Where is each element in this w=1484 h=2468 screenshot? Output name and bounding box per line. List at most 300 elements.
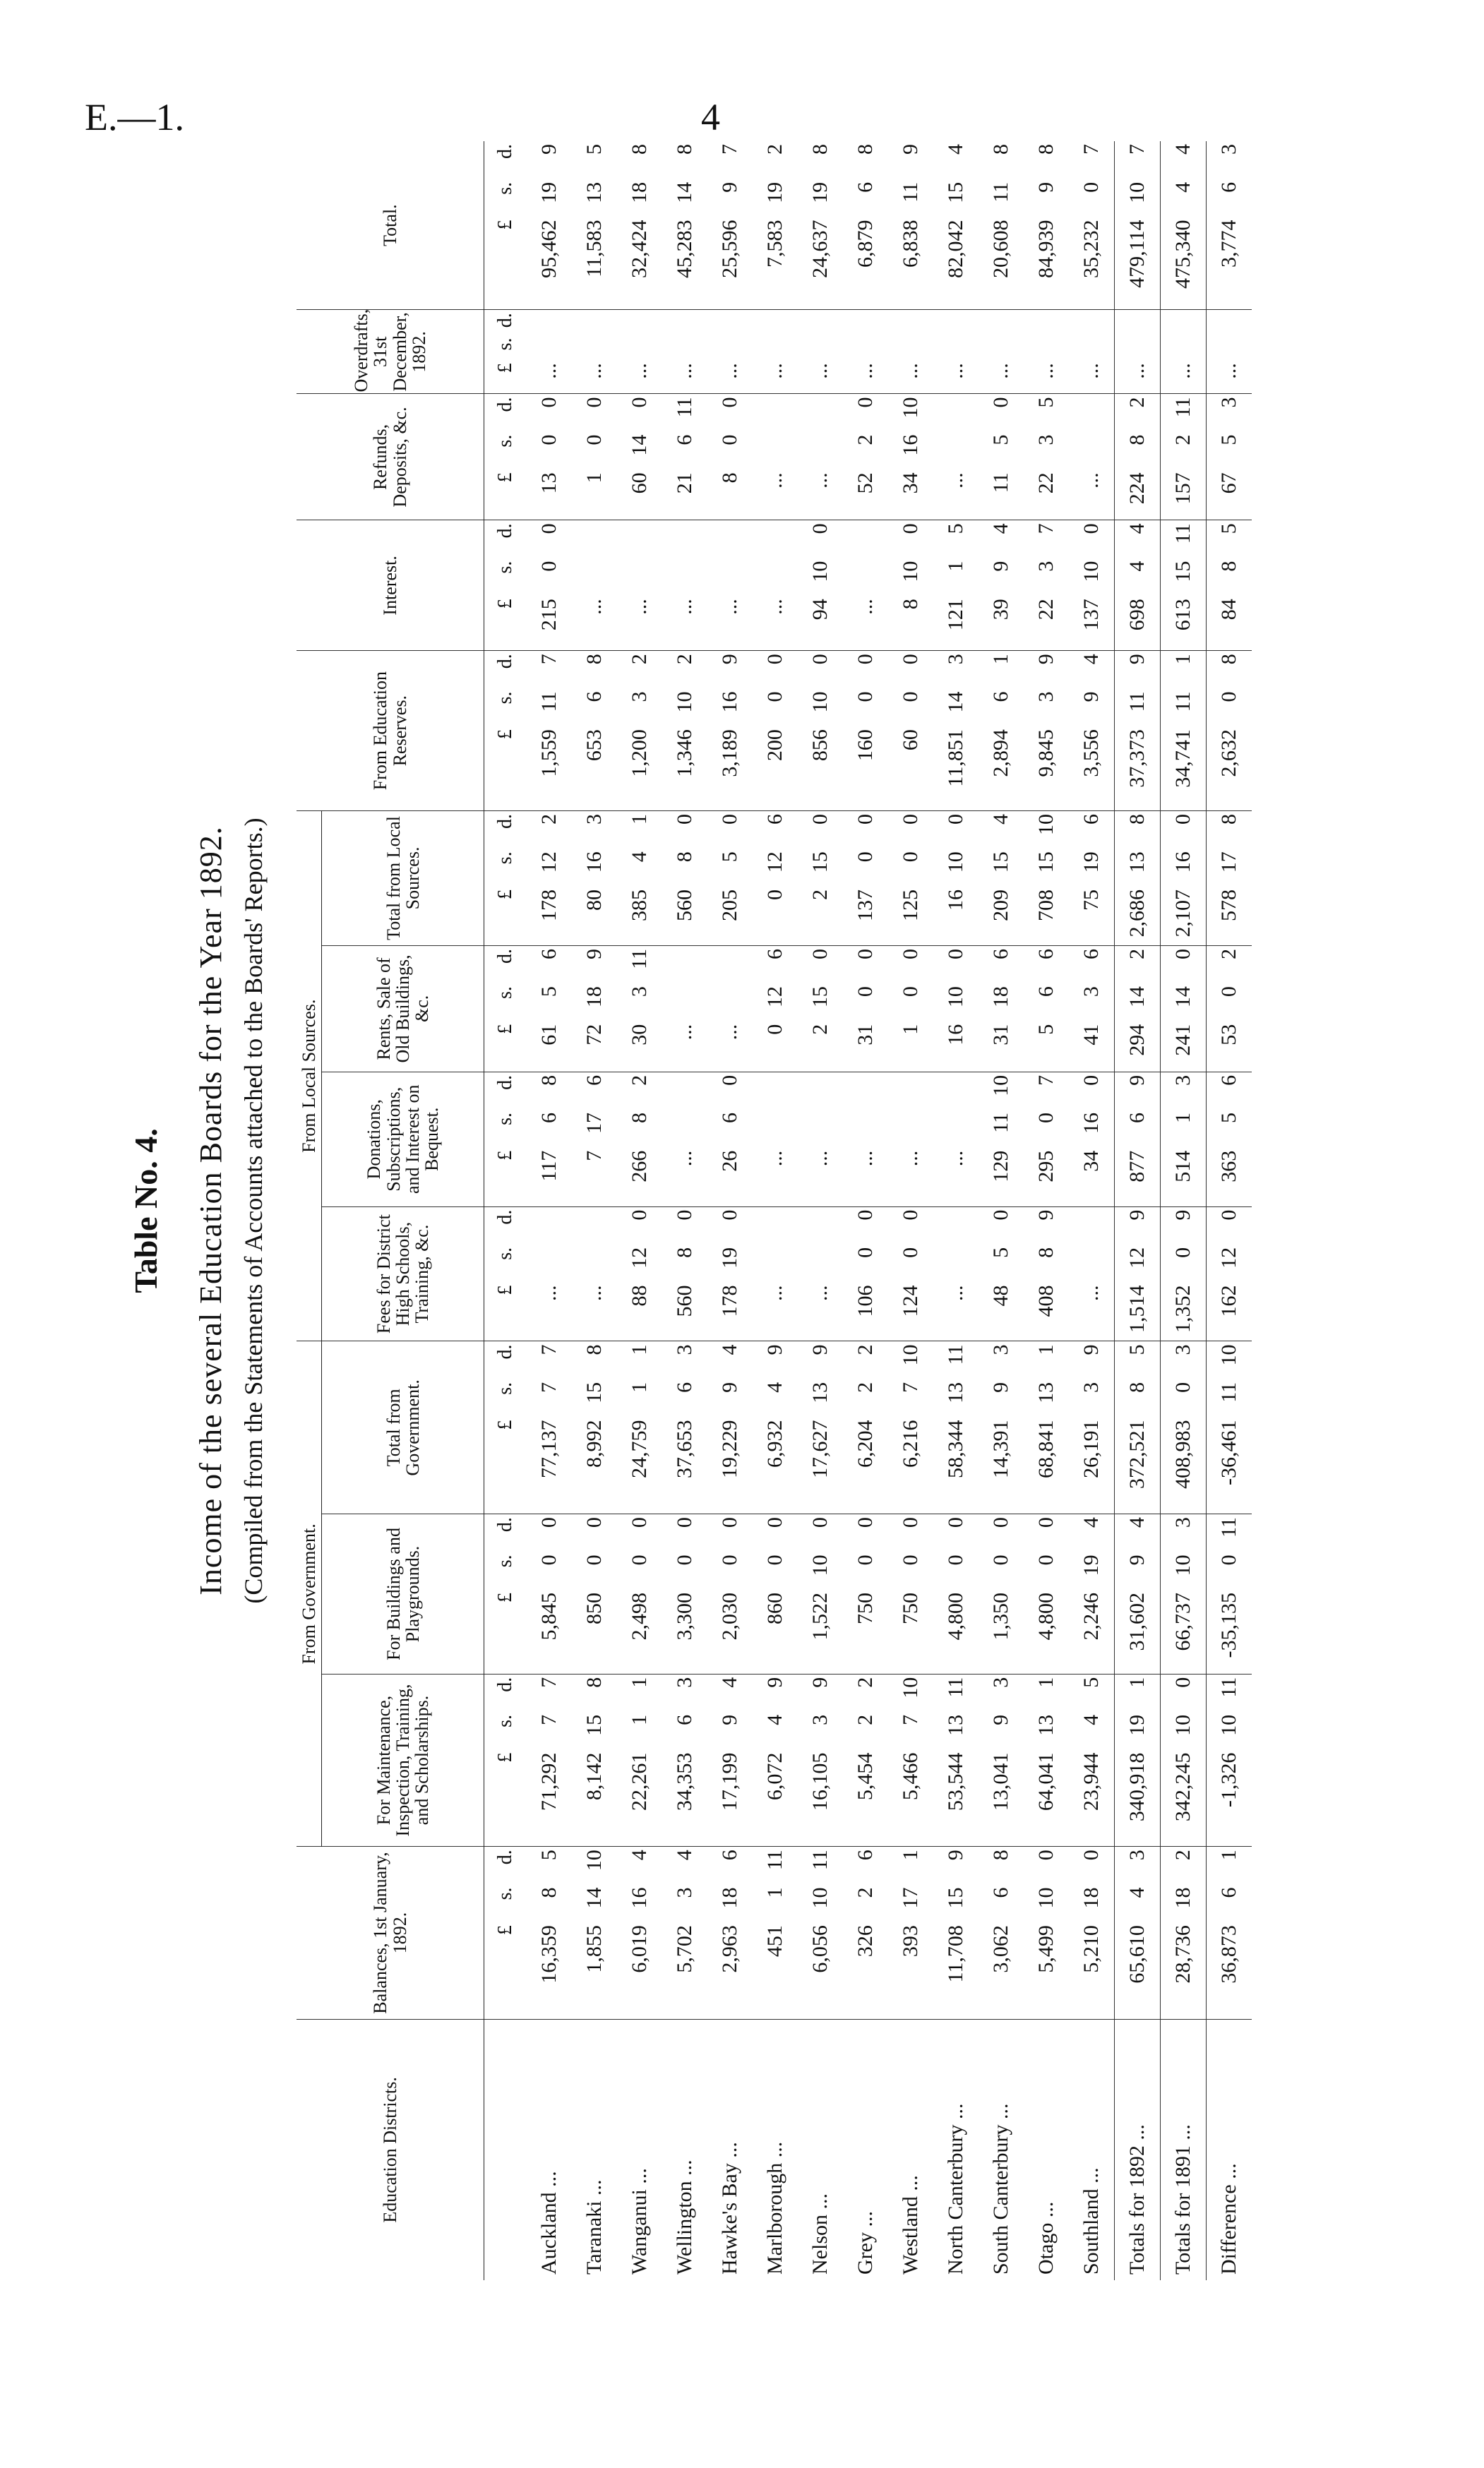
table-cell: 0 [899,1555,923,1566]
table-cell: 0 [1161,945,1207,983]
table-cell [1207,335,1252,360]
table-cell: 0 [763,691,787,702]
table-cell [753,335,798,360]
table-cell: 0 [1079,1850,1103,1861]
table-cell: 106 [843,1283,888,1341]
table-cell: 11 [1161,689,1207,727]
table-cell: 19 [1079,851,1103,873]
table-cell: 4 [1079,654,1103,665]
unit-label: £ [484,726,527,810]
table-cell [662,945,707,983]
table-cell: 0 [899,691,923,702]
table-cell: 64,041 [1024,1750,1069,1847]
table-row [1161,141,1207,2280]
table-cell: 0 [673,1555,697,1566]
table-cell: 7 [537,1382,561,1393]
table-cell: 5 [1207,432,1252,470]
table-cell: 37,373 [1115,726,1161,810]
table-cell [662,558,707,597]
unit-label: £ [484,1148,527,1206]
unit-label: s. [494,434,517,448]
table-cell: 82,042 [933,217,979,310]
table-cell: 72 [572,1022,617,1072]
table-cell: 0 [537,397,561,408]
table-cell: 11 [673,397,697,418]
table-cell: 1 [1161,651,1207,689]
table-cell: 1,352 [1161,1283,1207,1341]
table-cell: 4 [718,1344,742,1355]
table-cell: 0 [1207,689,1252,727]
table-cell: 4 [989,523,1013,534]
table-cell: 16 [899,434,923,456]
table-cell: 1 [1034,1677,1058,1688]
table-cell: 0 [718,434,742,445]
table-cell: 0 [1161,1379,1207,1418]
table-cell: 6,879 [843,217,888,310]
table-cell [843,310,888,335]
header-buildings: For Buildings and Playgrounds. [322,1514,484,1675]
table-cell: 0 [989,1555,1013,1566]
table-cell [527,335,572,360]
table-cell: 8 [888,596,933,651]
table-cell [753,432,798,470]
table-cell: 26,191 [1069,1417,1115,1514]
table-cell: 13 [1115,849,1161,887]
table-cell: 2 [854,1887,878,1898]
table-cell: 0 [899,1209,923,1221]
table-cell: 9 [1034,181,1058,193]
table-cell: 0 [1161,810,1207,849]
table-cell: 11 [899,181,923,203]
table-row [707,141,753,2280]
table-cell: 31 [979,1022,1024,1072]
table-cell: 9 [718,181,742,193]
table-cell: 1 [888,1022,933,1072]
table-cell: ... [662,596,707,651]
table-cell: 60 [617,469,662,520]
table-cell: 6 [763,813,787,825]
table-cell: 16,359 [527,1922,572,2019]
table-cell: 5 [989,434,1013,445]
table-cell: 17 [582,1113,606,1134]
table-cell: 84 [1207,596,1252,651]
table-cell [933,1206,979,1245]
table-cell: 80 [572,887,617,945]
table-title-block [127,141,268,2280]
table-cell: 7 [537,1677,561,1688]
unit-label: s. [494,1382,517,1395]
unit-label: £ [484,1283,527,1341]
table-cell: 560 [662,887,707,945]
district-name: South Canterbury ... [989,2103,1013,2275]
table-cell [843,1072,888,1110]
table-cell: ... [707,1022,753,1072]
table-cell: 25,596 [707,217,753,310]
table-cell: 4 [1115,1514,1161,1552]
table-cell: 4 [1079,1714,1103,1725]
table-cell: 11 [1207,1514,1252,1552]
table-cell: 8 [582,1677,606,1688]
table-cell [1024,335,1069,360]
table-cell: 2 [537,813,561,825]
table-cell [1069,432,1115,470]
table-cell: 224 [1115,469,1161,520]
table-cell: 7 [1034,1074,1058,1086]
table-cell: 6 [989,1887,1013,1898]
table-cell: 0 [899,948,923,959]
table-cell: 0 [854,654,878,665]
table-cell: 8 [628,1113,652,1124]
income-table [297,141,1252,2280]
table-cell: 6 [1034,948,1058,959]
table-cell: 9 [763,1344,787,1355]
table-cell [798,1072,843,1110]
table-cell: 34 [888,469,933,520]
table-cell: ... [707,596,753,651]
table-cell: 0 [1161,1674,1207,1712]
header-total-local: Total from Local Sources. [322,810,484,945]
table-cell: 11 [979,469,1024,520]
unit-label: s. [494,851,517,865]
unit-label: £ [484,469,527,520]
table-cell: 6 [1034,986,1058,998]
table-cell: 0 [854,691,878,702]
table-cell [933,432,979,470]
table-cell: 19 [808,181,832,203]
table-cell: 560 [662,1283,707,1341]
table-cell: 10 [808,691,832,713]
table-cell: 124 [888,1283,933,1341]
table-row [617,141,662,2280]
page-number: 4 [701,96,720,138]
table-cell: ... [1024,360,1069,394]
table-cell: 117 [527,1148,572,1206]
header-total: Total. [297,141,484,310]
table-cell: 4 [1115,1884,1161,1922]
table-cell: ... [572,360,617,394]
table-cell: 31 [843,1022,888,1072]
table-cell: 5 [989,1247,1013,1258]
table-cell: 4,800 [1024,1590,1069,1674]
table-cell [753,1206,798,1245]
table-cell: 10 [1161,1712,1207,1750]
table-cell: ... [1161,360,1207,394]
table-cell: 850 [572,1590,617,1674]
table-cell: 0 [673,1517,697,1528]
table-cell: 15 [944,181,968,203]
table-cell: 1 [763,1887,787,1898]
table-cell: 5 [944,523,968,534]
table-cell [979,335,1024,360]
table-cell [1161,310,1207,335]
table-cell [572,310,617,335]
table-cell: ... [933,469,979,520]
table-cell: 11 [628,948,652,969]
table-cell: 205 [707,887,753,945]
table-cell: 613 [1161,596,1207,651]
table-cell: 11 [808,1850,832,1871]
table-cell: 121 [933,596,979,651]
table-cell: 162 [1207,1283,1252,1341]
table-cell: 18 [1079,1887,1103,1909]
table-cell: 37,653 [662,1417,707,1514]
table-cell: 2,963 [707,1922,753,2019]
table-cell: 3,774 [1207,217,1252,310]
table-cell: 9 [1034,654,1058,665]
table-cell: ... [933,360,979,394]
table-cell: 1 [899,1850,923,1861]
table-cell [527,310,572,335]
table-cell: 8 [1115,810,1161,849]
table-cell: 1 [989,654,1013,665]
table-cell: 12 [1115,1245,1161,1283]
table-cell: 7 [1115,141,1161,179]
unit-label: d. [494,1850,517,1865]
table-row [798,141,843,2280]
table-cell [527,1206,572,1245]
table-cell: 1 [628,1677,652,1688]
table-cell: 0 [808,1517,832,1528]
table-cell [798,1245,843,1283]
table-cell: 8 [537,1074,561,1086]
table-cell: 9 [718,654,742,665]
table-cell: ... [843,360,888,394]
table-cell [572,1245,617,1283]
table-cell: 10 [808,1887,832,1909]
table-cell: 9 [989,1382,1013,1393]
table-cell: 24,759 [617,1417,662,1514]
district-name: Wanganui ... [628,2168,652,2275]
table-cell: 77,137 [527,1417,572,1514]
table-cell: 13,041 [979,1750,1024,1847]
district-name: Taranaki ... [582,2179,606,2275]
table-cell [1115,310,1161,335]
table-cell: 22,261 [617,1750,662,1847]
table-cell: 6,019 [617,1922,662,2019]
table-cell: ... [798,1148,843,1206]
table-cell: 1,350 [979,1590,1024,1674]
district-name: Westland ... [899,2175,923,2275]
table-cell: 30 [617,1022,662,1072]
table-cell [798,394,843,432]
table-cell: 0 [808,654,832,665]
table-cell: 13 [582,181,606,203]
table-cell [1207,310,1252,335]
table-cell: 9 [1079,691,1103,702]
district-name: Southland ... [1079,2167,1103,2275]
table-cell [888,310,933,335]
table-cell: 1,559 [527,726,572,810]
table-cell: 45,283 [662,217,707,310]
table-cell: 5 [537,986,561,998]
district-name: Totals for 1891 ... [1161,2019,1207,2280]
table-cell: 9 [537,144,561,155]
table-cell: ... [753,596,798,651]
table-cell: ... [662,1148,707,1206]
table-cell: 9 [808,1677,832,1688]
unit-label: £ [484,596,527,651]
table-cell: 15 [944,1887,968,1909]
table-cell [662,983,707,1022]
table-cell: 294 [1115,1022,1161,1072]
table-cell: 6 [537,1113,561,1124]
table-cell [572,558,617,597]
table-cell: 0 [1161,1245,1207,1283]
table-cell [707,983,753,1022]
table-cell: 3 [989,1677,1013,1688]
table-cell: 2,107 [1161,887,1207,945]
table-cell [843,335,888,360]
table-cell: 0 [628,1555,652,1566]
table-cell: 2,632 [1207,726,1252,810]
unit-label: d. [494,813,517,829]
table-cell: 2 [628,654,652,665]
table-cell: 4 [1115,558,1161,597]
table-cell: ... [617,596,662,651]
table-cell: 0 [944,813,968,825]
table-cell: 88 [617,1283,662,1341]
unit-label: £ [484,1417,527,1514]
table-cell: 8 [673,1247,697,1258]
table-cell: 0 [1207,1206,1252,1245]
table-cell: 0 [854,1209,878,1221]
table-cell: 14 [673,181,697,203]
table-cell: 0 [899,1517,923,1528]
table-cell: 295 [1024,1148,1069,1206]
table-cell: 0 [753,1022,798,1072]
table-cell: 53 [1207,1022,1252,1072]
table-cell: 125 [888,887,933,945]
page-reference: E.—1. [85,96,184,138]
table-row [843,141,888,2280]
table-cell: 157 [1161,469,1207,520]
table-cell: 16 [933,1022,979,1072]
table-cell: 8 [673,144,697,155]
table-cell: 14 [582,1887,606,1909]
table-cell: 19 [1079,1555,1103,1576]
table-cell: 137 [843,887,888,945]
table-cell: 19 [718,1247,742,1269]
table-cell: 0 [854,948,878,959]
unit-label: £ [484,360,527,394]
table-cell: 11 [537,691,561,712]
table-cell: 2 [1207,945,1252,983]
table-cell: 12 [628,1247,652,1269]
table-cell: 0 [1079,181,1103,193]
table-cell: 6,216 [888,1417,933,1514]
table-cell: 6 [989,691,1013,702]
unit-label: £ [484,1590,527,1674]
district-name: Nelson ... [808,2193,832,2275]
table-cell: 84,939 [1024,217,1069,310]
table-cell: 3,556 [1069,726,1115,810]
table-cell: 408,983 [1161,1417,1207,1514]
district-name: Auckland ... [537,2171,561,2275]
unit-label: d. [494,313,517,328]
table-cell: 7 [1034,523,1058,534]
table-cell: 71,292 [527,1750,572,1847]
table-cell: 0 [1034,1113,1058,1124]
table-cell: 653 [572,726,617,810]
table-cell: 26 [707,1148,753,1206]
table-cell: 13 [808,1382,832,1403]
table-cell: 8 [673,851,697,863]
table-cell: 58,344 [933,1417,979,1514]
table-cell: 215 [527,596,572,651]
table-cell: 6 [1207,1072,1252,1110]
table-cell: 6 [989,948,1013,959]
table-cell: 750 [843,1590,888,1674]
table-cell: 6 [1207,179,1252,217]
table-cell: 5,702 [662,1922,707,2019]
table-cell: 15 [1161,558,1207,597]
unit-label: d. [494,523,517,539]
table-cell: 0 [899,1247,923,1258]
table-cell [1161,335,1207,360]
table-cell: 0 [944,948,968,959]
table-cell: 11 [1161,394,1207,432]
table-cell: ... [707,360,753,394]
table-cell: 9 [718,1714,742,1725]
table-cell [707,945,753,983]
table-cell: 340,918 [1115,1750,1161,1847]
table-cell: 241 [1161,1022,1207,1072]
table-cell: 18 [582,986,606,1008]
table-cell: 6 [854,181,878,193]
table-cell: 9 [808,1344,832,1355]
table-cell: 6,932 [753,1417,798,1514]
table-cell: 9 [1115,1206,1161,1245]
unit-label: d. [494,948,517,964]
table-cell: 1 [628,1344,652,1355]
table-cell: 0 [989,1517,1013,1528]
table-cell: 8,142 [572,1750,617,1847]
header-district: Education Districts. [297,2019,484,2280]
table-cell: 3 [1034,691,1058,702]
table-cell: 5 [1207,1110,1252,1148]
table-cell: ... [617,360,662,394]
table-cell: 8,992 [572,1417,617,1514]
table-cell: 2,498 [617,1590,662,1674]
table-row [662,141,707,2280]
table-cell [617,335,662,360]
table-cell: 10 [1161,1552,1207,1590]
table-cell: 19 [537,181,561,203]
table-cell: 0 [537,1517,561,1528]
table-cell: 3 [1161,1341,1207,1379]
table-cell: 22 [1024,469,1069,520]
table-cell: 16 [1161,849,1207,887]
table-cell: 3 [628,986,652,998]
table-cell: 2 [673,654,697,665]
table-cell: 8 [707,469,753,520]
table-cell: 5,210 [1069,1922,1115,2019]
table-row [572,141,617,2280]
district-name: Otago ... [1034,2201,1058,2275]
unit-label: d. [494,1677,517,1692]
table-cell: 877 [1115,1148,1161,1206]
table-cell: 10 [1079,561,1103,582]
table-cell [933,394,979,432]
table-cell: 18 [1161,1884,1207,1922]
table-cell: 0 [899,813,923,825]
table-cell: 1 [1115,1674,1161,1712]
table-cell: 4 [763,1714,787,1725]
table-cell: 3 [808,1714,832,1725]
table-cell: 178 [707,1283,753,1341]
table-cell: -35,135 [1207,1590,1252,1674]
table-cell [798,432,843,470]
